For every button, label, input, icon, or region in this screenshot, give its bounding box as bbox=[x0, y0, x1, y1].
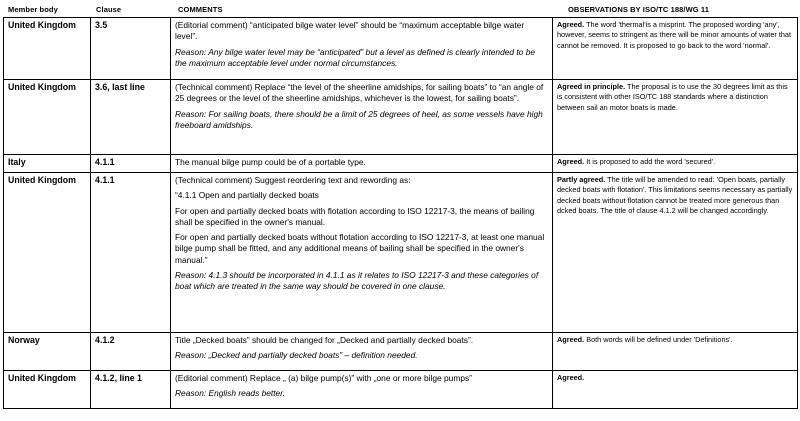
member-body-cell: United Kingdom bbox=[4, 18, 91, 80]
comment-text: Title „Decked boats” should be changed for „Decked and partially decked boats”. bbox=[175, 335, 474, 345]
observation-verdict: Agreed. bbox=[557, 335, 585, 344]
observation-text: The title will be amended to read: 'Open boats, partially decked boats with flotation'. This limitations seems necessary as partially decked boats without flotation cannot be treated more generous than dcked boats. The title of clause 4.1.2 will be changed accordingly. bbox=[557, 175, 793, 216]
comment-text: (Technical comment) Suggest reordering text and rewording as: bbox=[175, 175, 411, 185]
table-row bbox=[4, 333, 798, 371]
table-row bbox=[4, 173, 798, 333]
reason-text: Reason: „Decked and partially decked boats” – definition needed. bbox=[175, 350, 418, 361]
observation-verdict: Agreed in principle. bbox=[557, 82, 626, 91]
comment-text: (Editorial comment) Replace „ (a) bilge pump(s)” with „one or more bilge pumps” bbox=[175, 373, 472, 383]
comment-cell bbox=[171, 173, 553, 333]
clause-cell: 4.1.1 bbox=[91, 173, 171, 333]
observation-cell bbox=[553, 18, 798, 80]
comment-text: (Technical comment) Replace “the level of the sheerline amidships, for sailing boats” to “an angle of 25 degrees or the level of the sheerline amidships, whichever is the lowest, for sailing boats”. bbox=[175, 82, 544, 104]
observation-cell bbox=[553, 333, 798, 371]
proposed-text-paragraph: For open and partially decked boats without flotation according to ISO 12217-3, at least one manual bilge pump shall be fitted, and any additional means of bailing shall be specified in the owner's manual.” bbox=[175, 232, 545, 265]
observation-cell bbox=[553, 80, 798, 155]
table-row bbox=[4, 371, 798, 409]
observation-cell bbox=[553, 173, 798, 333]
table-row bbox=[4, 18, 798, 80]
table-row bbox=[4, 80, 798, 155]
proposed-text-title: “4.1.1 Open and partially decked boats bbox=[175, 190, 319, 201]
header-clause: Clause bbox=[96, 5, 122, 14]
member-body-cell: Norway bbox=[4, 333, 91, 371]
member-body-cell: United Kingdom bbox=[4, 371, 91, 409]
reason-text: Reason: Any bilge water level may be “anticipated” but a level as defined is clearly intended to be the maximum acceptable level under normal circumstances. bbox=[175, 46, 536, 68]
clause-cell: 4.1.2 bbox=[91, 333, 171, 371]
table-row bbox=[4, 155, 798, 173]
clause-cell: 3.5 bbox=[91, 18, 171, 80]
reason-text: Reason: English reads better. bbox=[175, 388, 286, 399]
observation-verdict: Agreed. bbox=[557, 157, 585, 166]
reason-text: Reason: 4.1.3 should be incorporated in 4.1.1 as it relates to ISO 12217-3 and these categories of boat which are treated in the same way should be covered in one clause. bbox=[175, 270, 539, 292]
member-body-cell: United Kingdom bbox=[4, 80, 91, 155]
header-member-body: Member body bbox=[8, 5, 58, 14]
observation-verdict: Agreed. bbox=[557, 373, 585, 382]
comment-text: (Editorial comment) “anticipated bilge water level” should be “maximum acceptable bilge water level”. bbox=[175, 20, 525, 42]
observation-text: It is proposed to add the word 'secured'. bbox=[584, 157, 716, 166]
comment-cell bbox=[171, 333, 553, 371]
observation-verdict: Partly agreed. bbox=[557, 175, 606, 184]
member-body-cell: United Kingdom bbox=[4, 173, 91, 333]
comment-cell bbox=[171, 18, 553, 80]
clause-cell: 4.1.2, line 1 bbox=[91, 371, 171, 409]
observation-text: The word 'thermal'is a misprint. The proposed wording 'any', however, seems to stringent as there will be minor amounts of water that cannot be removed. It is proposed to go back to the word 'normal'. bbox=[557, 20, 792, 50]
observation-text: Both words will be defined under 'Definitions'. bbox=[584, 335, 733, 344]
header-observations: OBSERVATIONS BY ISO/TC 188/WG 11 bbox=[568, 5, 710, 14]
comment-cell bbox=[171, 80, 553, 155]
comment-cell bbox=[171, 155, 553, 173]
observation-cell bbox=[553, 155, 798, 173]
comments-table bbox=[3, 17, 798, 409]
member-body-cell: Italy bbox=[4, 155, 91, 173]
comment-cell bbox=[171, 371, 553, 409]
proposed-text-paragraph: For open and partially decked boats with flotation according to ISO 12217-3, the means of bailing shall be specified in the owner's manual. bbox=[175, 205, 535, 227]
comment-text: The manual bilge pump could be of a portable type. bbox=[175, 157, 366, 167]
header-comments: COMMENTS bbox=[178, 5, 223, 14]
clause-cell: 4.1.1 bbox=[91, 155, 171, 173]
clause-cell: 3.6, last line bbox=[91, 80, 171, 155]
observation-cell bbox=[553, 371, 798, 409]
reason-text: Reason: For sailing boats, there should be a limit of 25 degrees of heel, as some vessels have high freeboard amidships. bbox=[175, 108, 543, 130]
observation-verdict: Agreed. bbox=[557, 20, 585, 29]
observation-text: The proposal is to use the 30 degrees limit as this is consistent with other ISO/TC 188 standards where a distinction between sail an motor boats is made. bbox=[557, 82, 788, 112]
